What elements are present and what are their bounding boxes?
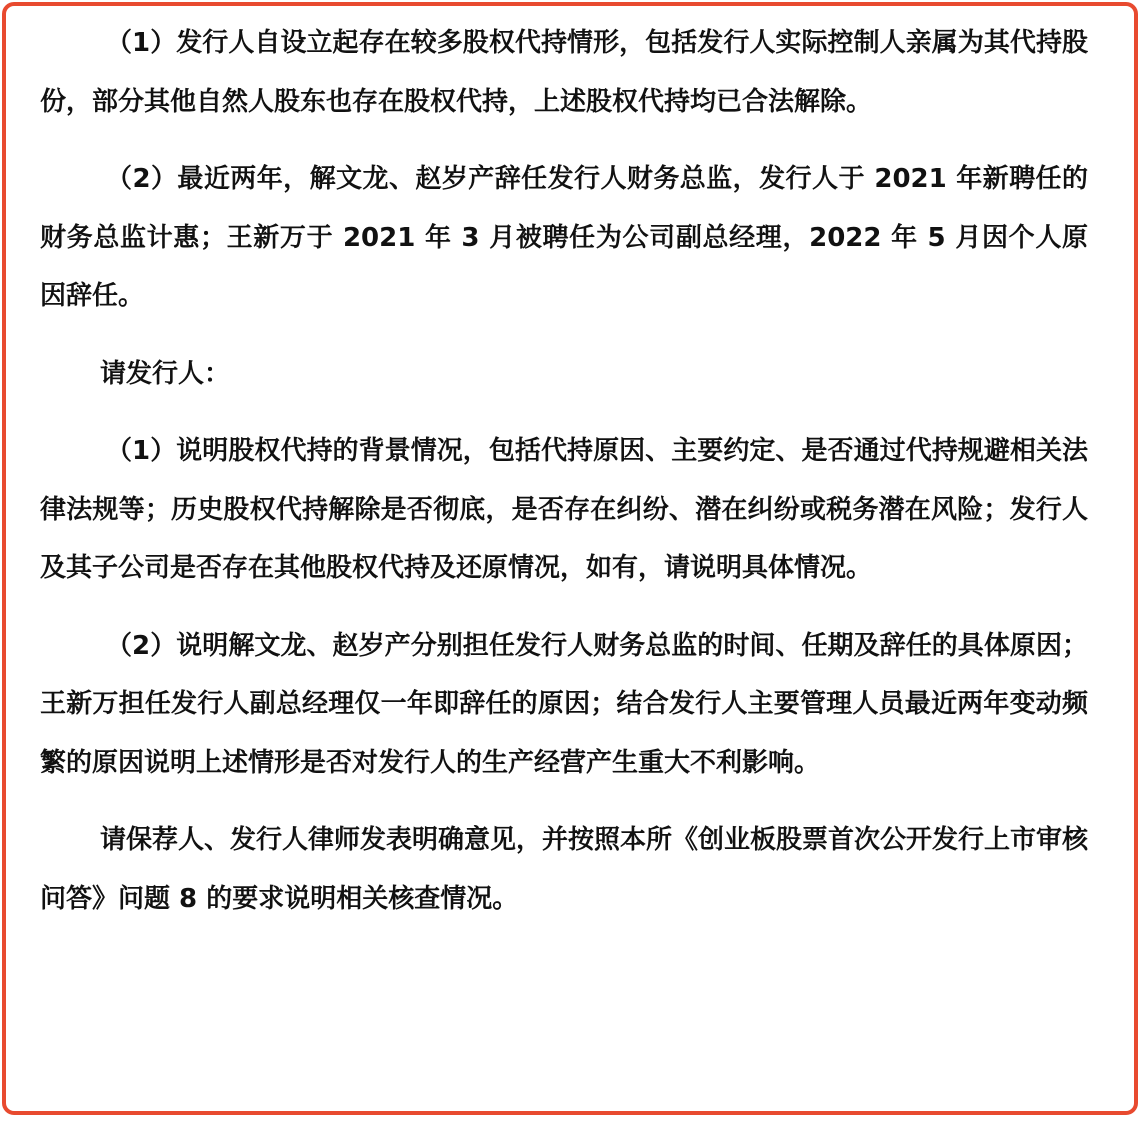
- paragraph-equity-holding-background: （1）发行人自设立起存在较多股权代持情形，包括发行人实际控制人亲属为其代持股份，部分其他自然人股东也存在股权代持，上述股权代持均已合法解除。: [40, 28, 1088, 117]
- paragraph-request-issuer: 请发行人：: [100, 358, 231, 389]
- paragraph-request-item-2: （2）说明解文龙、赵岁产分别担任发行人财务总监的时间、任期及辞任的具体原因；王新万担任发行人副总经理仅一年即辞任的原因；结合发行人主要管理人员最近两年变动频繁的原因说明上述情形是否对发行人的生产经营产生重大不利影响。: [40, 630, 1088, 778]
- paragraph-request-item-1: （1）说明股权代持的背景情况，包括代持原因、主要约定、是否通过代持规避相关法律法规等；历史股权代持解除是否彻底，是否存在纠纷、潜在纠纷或税务潜在风险；发行人及其子公司是否存在其他股权代持及还原情况，如有，请说明具体情况。: [40, 436, 1088, 583]
- document-body: [40, 14, 1088, 947]
- paragraph-management-changes: （2）最近两年，解文龙、赵岁产辞任发行人财务总监，发行人于 2021 年新聘任的财务总监计惠；王新万于 2021 年 3 月被聘任为公司副总经理，2022 年 5 月因个人原因辞任。: [40, 164, 1088, 311]
- paragraph-sponsor-lawyer-opinion: 请保荐人、发行人律师发表明确意见，并按照本所《创业板股票首次公开发行上市审核问答》问题 8 的要求说明相关核查情况。: [40, 825, 1089, 914]
